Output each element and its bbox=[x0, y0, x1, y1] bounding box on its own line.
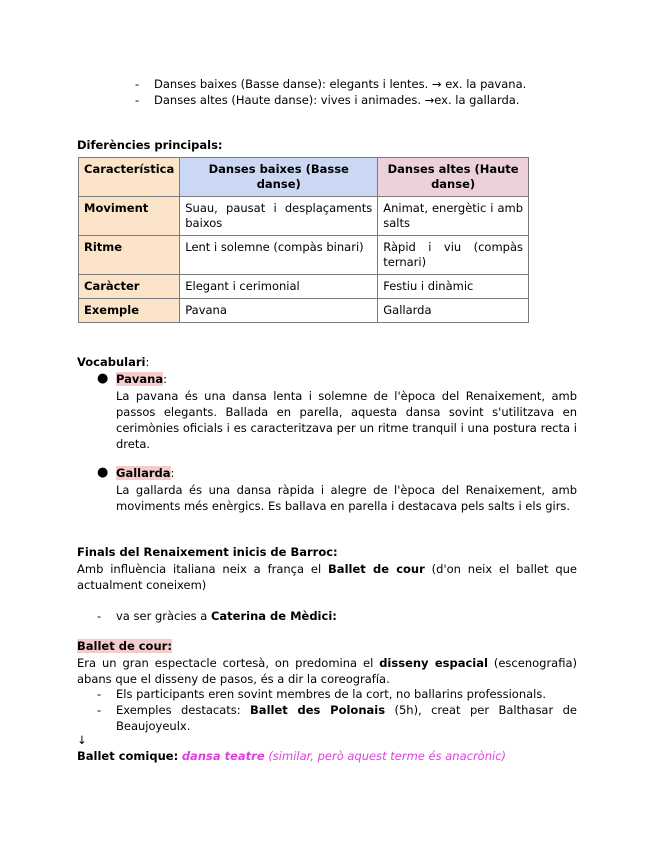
table-cell: Elegant i cerimonial bbox=[180, 275, 378, 299]
differences-table bbox=[78, 157, 529, 323]
vocab-definition: La pavana és una dansa lenta i solemne de l'època del Renaixement, amb passos elegants. Ballada en parella, aquesta dansa sovint s'utilitzava en cerimònies oficials i es caracteritzava per un ritme tranquil i una postura recta i dreta. bbox=[116, 389, 577, 451]
row-label: Exemple bbox=[79, 299, 180, 323]
vocab-heading bbox=[77, 355, 577, 369]
differences-heading: Diferències principals: bbox=[77, 138, 223, 152]
vocab-term-colon: : bbox=[170, 466, 175, 480]
table-row bbox=[79, 299, 529, 323]
text-run: Exemples destacats: bbox=[116, 703, 251, 717]
down-arrow-icon: ↓ bbox=[77, 733, 87, 747]
table-cell: Lent i solemne (compàs binari) bbox=[180, 236, 378, 275]
vocab-heading-text: Vocabulari bbox=[77, 355, 146, 369]
table-row bbox=[79, 197, 529, 236]
finals-dash-list bbox=[97, 608, 337, 624]
text-run: Amb influència italiana neix a frança el bbox=[77, 562, 329, 576]
table-header-row bbox=[79, 158, 529, 197]
list-item: - Danses baixes (Basse danse): elegants i lentes. → ex. la pavana. bbox=[135, 76, 526, 92]
ballet-cour-heading bbox=[77, 639, 577, 653]
row-label: Moviment bbox=[79, 197, 180, 236]
text-run-bold: Ballet de cour bbox=[328, 562, 425, 576]
table-header-cell: Característica bbox=[79, 158, 180, 197]
table-row bbox=[79, 236, 529, 275]
ballet-cour-heading-text: Ballet de cour: bbox=[77, 639, 172, 653]
text-run-bold: disseny espacial bbox=[379, 656, 488, 670]
ballet-comique-term: dansa teatre bbox=[181, 749, 265, 763]
table-cell: Ràpid i viu (compàs ternari) bbox=[378, 236, 529, 275]
ballet-cour-list bbox=[97, 686, 577, 734]
vocab-term-colon: : bbox=[163, 372, 167, 386]
list-item: - Els participants eren sovint membres de la cort, no ballarins professionals. bbox=[97, 687, 547, 701]
list-item bbox=[97, 608, 337, 624]
finals-heading: Finals del Renaixement inicis de Barroc: bbox=[77, 545, 338, 559]
table-header-cell: Danses altes (Haute danse) bbox=[378, 158, 529, 197]
table-header-cell: Danses baixes (Basse danse) bbox=[180, 158, 378, 197]
text-run: va ser gràcies a bbox=[116, 609, 211, 623]
text-run: Era un gran espectacle cortesà, on predomina el bbox=[77, 656, 380, 670]
ballet-comique-line bbox=[77, 749, 577, 763]
text-run: (d'on neix el ballet que actualment coneixem) bbox=[77, 562, 578, 592]
vocab-term: Gallarda bbox=[116, 466, 171, 480]
table-cell: Pavana bbox=[180, 299, 378, 323]
table-cell: Suau, pausat i desplaçaments baixos bbox=[180, 197, 378, 236]
text-run: Els participants eren sovint membres de la cort, no ballarins professionals. bbox=[116, 687, 547, 701]
text-run-bold: Caterina de Mèdici: bbox=[210, 609, 337, 623]
text-run: (escenografia) abans que el disseny de pasos, és a dir la coreografía. bbox=[77, 656, 577, 686]
table-cell: Gallarda bbox=[378, 299, 529, 323]
finals-paragraph bbox=[77, 561, 577, 593]
list-item: - Danses altes (Haute danse): vives i animades. →ex. la gallarda. bbox=[135, 92, 526, 108]
bullet-icon: ● bbox=[97, 371, 109, 386]
ballet-comique-label: Ballet comique: bbox=[77, 749, 179, 763]
dance-types-list bbox=[135, 76, 526, 108]
table-cell: Festiu i dinàmic bbox=[378, 275, 529, 299]
text-run: (5h), creat per Balthasar de Beaujoyeulx. bbox=[116, 703, 577, 733]
row-label: Ritme bbox=[79, 236, 180, 275]
table-row bbox=[79, 275, 529, 299]
ballet-cour-paragraph bbox=[77, 655, 577, 687]
table-cell: Animat, energètic i amb salts bbox=[378, 197, 529, 236]
text-run-bold: Ballet des Polonais bbox=[250, 703, 386, 717]
ballet-comique-note: (similar, però aquest terme és anacrònic) bbox=[268, 749, 506, 763]
bullet-icon: ● bbox=[97, 465, 109, 480]
vocab-definition: La gallarda és una dansa ràpida i alegre de l'època del Renaixement, amb moviments més enèrgics. Es ballava en parella i destacava pels salts i els girs. bbox=[116, 483, 577, 513]
row-label: Caràcter bbox=[79, 275, 180, 299]
vocab-heading-colon: : bbox=[145, 355, 150, 369]
vocab-term: Pavana bbox=[116, 372, 164, 386]
list-item: - Exemples destacats: Ballet des Polonais (5h), creat per Balthasar de Beaujoyeulx. bbox=[97, 703, 577, 733]
